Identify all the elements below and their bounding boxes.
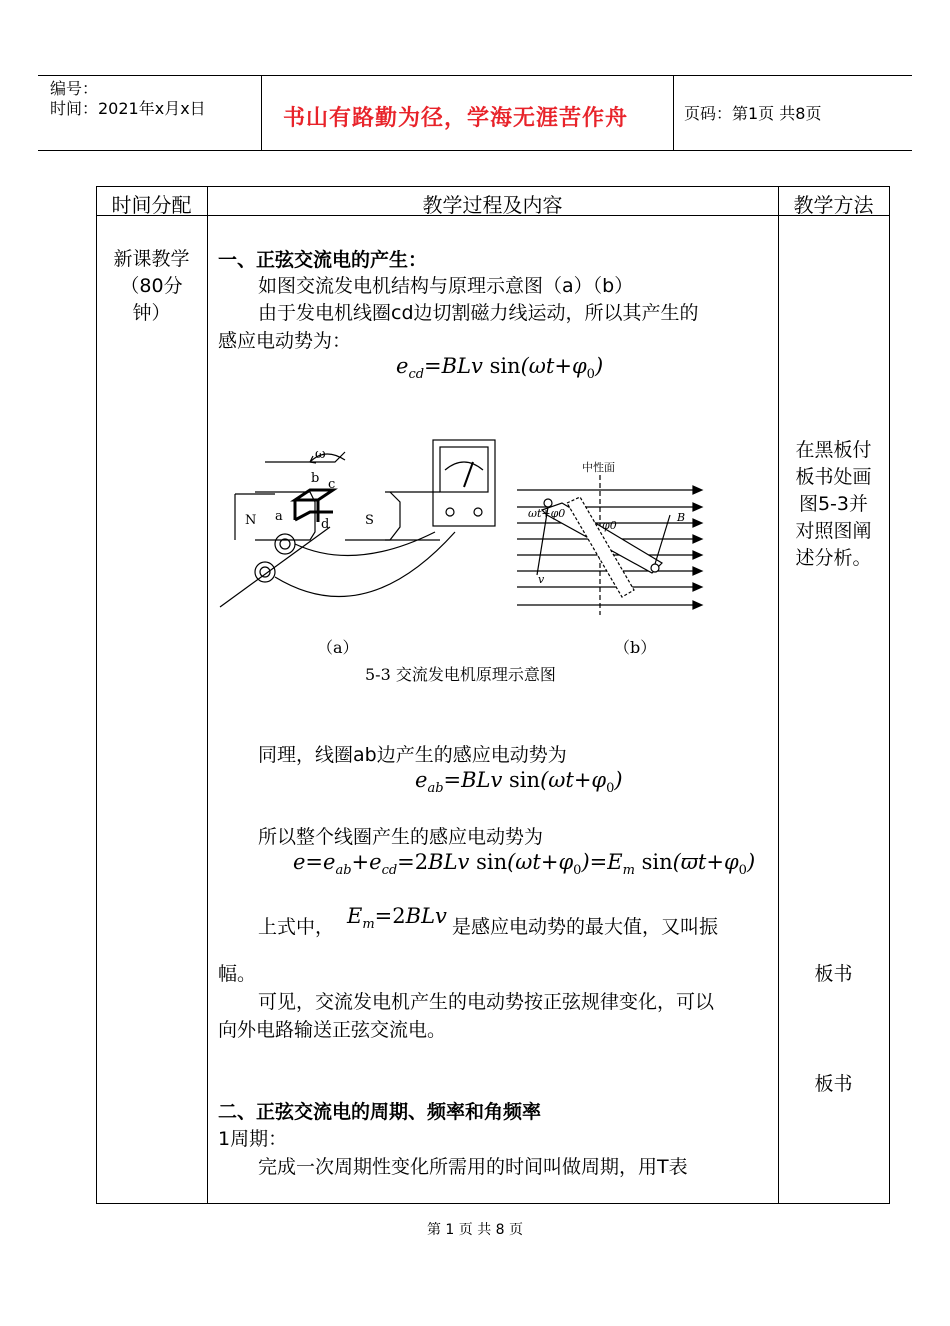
- neutral-plane-figure: [512, 455, 712, 620]
- fig-a-label-s: S: [365, 513, 374, 528]
- fig-a-label-b: b: [311, 471, 320, 486]
- paragraph: 如图交流发电机结构与原理示意图（a）（b）: [258, 275, 634, 297]
- time-cell-line: 新课教学: [113, 248, 190, 270]
- fig-a-label-d: d: [321, 517, 330, 532]
- time-cell: [96, 246, 207, 327]
- time-cell-line: 钟）: [132, 302, 171, 324]
- doc-number-label: 编号：: [50, 79, 99, 98]
- paragraph: 完成一次周期性变化所需用的时间叫做周期，用T表: [258, 1156, 688, 1178]
- equation-em: $E_m=2BLv$: [347, 904, 447, 933]
- fig-a-label-c: c: [328, 477, 336, 492]
- col-header-content: 教学过程及内容: [422, 193, 563, 217]
- method-line: 在黑板付: [795, 439, 872, 461]
- paragraph: 是感应电动势的最大值，又叫振: [452, 916, 719, 938]
- page-label: 页码：第1页 共8页: [684, 104, 822, 123]
- paragraph: 所以整个线圈产生的感应电动势为: [258, 826, 544, 848]
- paragraph: 向外电路输送正弦交流电。: [218, 1019, 447, 1041]
- method-note: [778, 437, 889, 572]
- fig-a-label-a: a: [275, 509, 283, 524]
- method-line: 述分析。: [795, 547, 872, 569]
- paragraph: 感应电动势为：: [218, 330, 352, 352]
- fig-b-label-b: B: [677, 511, 686, 524]
- motto-title: 书山有路勤为径，学海无涯苦作舟: [283, 106, 629, 131]
- doc-time-label: 时间：2021年x月x日: [50, 99, 206, 118]
- fig-a-label-omega: ω: [315, 447, 326, 462]
- equation-total-emf: $e=e_{ab}+e_{cd}=2BLv$ $\sin(\omega t+\varphi_0)=E_m$ $\sin(ϖt+\varphi_0)$: [293, 850, 756, 879]
- paragraph: 可见，交流发电机产生的电动势按正弦规律变化，可以: [258, 991, 715, 1013]
- method-board-2: 板书: [814, 1073, 853, 1095]
- method-line: 板书处画: [795, 466, 872, 488]
- method-board-1: 板书: [814, 963, 853, 985]
- equation-ecd: $e_{cd}=BLv$ $\sin(\omega t+\varphi_0)$: [396, 354, 604, 383]
- figure-a-caption: （a）: [317, 638, 359, 657]
- paragraph: 由于发电机线圈cd边切割磁力线运动，所以其产生的: [258, 302, 699, 324]
- fig-a-label-n: N: [245, 513, 257, 528]
- col-header-method: 教学方法: [793, 193, 874, 217]
- paragraph-prefix: 上式中，: [258, 916, 335, 938]
- figure-caption: 5-3 交流发电机原理示意图: [365, 665, 556, 684]
- fig-b-label-v: v: [538, 573, 545, 586]
- generator-structure-figure: [215, 432, 500, 617]
- time-cell-line: （80分: [120, 275, 183, 297]
- section-2-title: 二、正弦交流电的周期、频率和角频率: [218, 1101, 542, 1123]
- method-line: 对照图阐: [795, 520, 872, 542]
- fig-b-title: 中性面: [582, 461, 615, 474]
- equation-eab: $e_{ab}=BLv$ $\sin(\omega t+\varphi_0)$: [415, 768, 623, 797]
- footer-page-number: 第 1 页 共 8 页: [426, 1222, 524, 1238]
- col-header-time: 时间分配: [111, 193, 192, 217]
- subsection-title: 1周期：: [218, 1128, 288, 1150]
- figure-b-caption: （b）: [614, 638, 657, 657]
- fig-b-label-phi: φ0: [602, 519, 617, 532]
- section-1-title: 一、正弦交流电的产生：: [218, 249, 428, 271]
- fig-b-label-angle: ωt+φ0: [528, 507, 566, 520]
- method-line: 图5-3并: [798, 493, 869, 515]
- paragraph: 幅。: [218, 963, 257, 985]
- paragraph: 同理，线圈ab边产生的感应电动势为: [258, 744, 567, 766]
